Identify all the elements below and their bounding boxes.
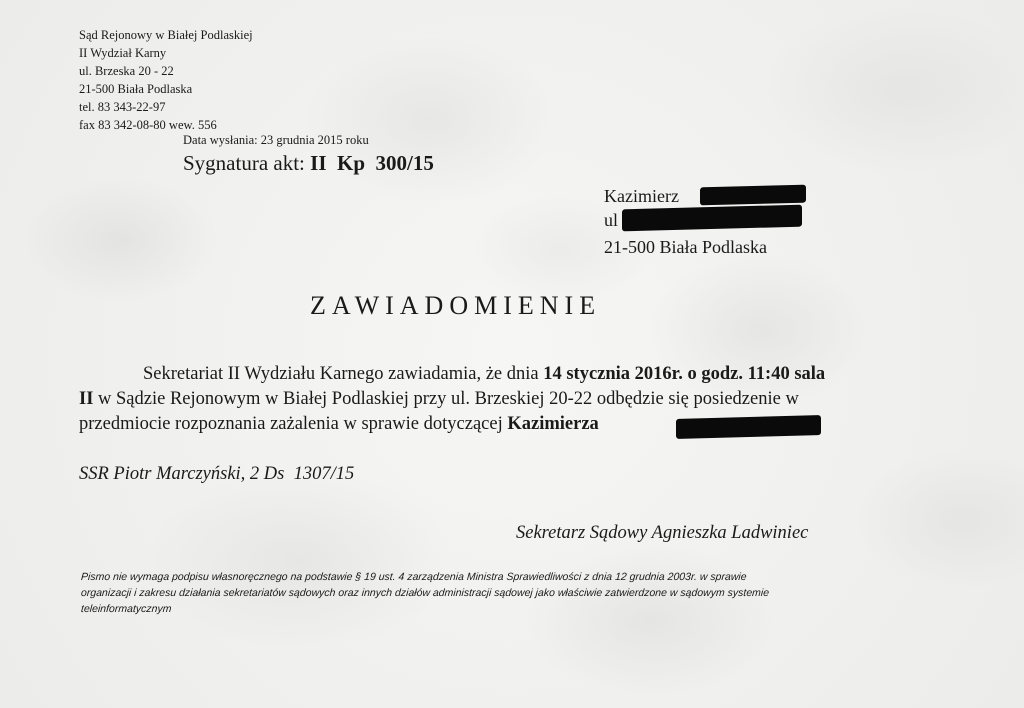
body-text: przedmiocie rozpoznania zażalenia w sprawie dotyczącej (79, 414, 508, 434)
hearing-room: II (79, 389, 94, 409)
date-sent: Data wysłania: 23 grudnia 2015 roku (183, 133, 369, 147)
case-signature (183, 151, 434, 176)
court-division: II Wydział Karny (79, 46, 167, 60)
body-line-2 (79, 389, 799, 410)
document-title: ZAWIADOMIENIE (310, 291, 602, 320)
recipient-postal-city: 21-500 Biała Podlaska (604, 237, 767, 257)
case-signature-number: II Kp 300/15 (310, 151, 434, 175)
body-text: Sekretariat II Wydziału Karnego zawiadamia, że dnia (143, 364, 544, 384)
body-text: w Sądzie Rejonowym w Białej Podlaskiej przy ul. Brzeskiej 20-22 odbędzie się posiedzenie w (93, 389, 799, 409)
court-name: Sąd Rejonowy w Białej Podlaskiej (79, 28, 253, 42)
body-line-1 (143, 364, 825, 385)
recipient-name: Kazimierz (604, 186, 679, 206)
redaction-bar (676, 415, 821, 439)
court-phone: tel. 83 343-22-97 (79, 100, 166, 114)
subject-name: Kazimierza (507, 414, 599, 434)
footnote-line-2: organizacji i zakresu działania sekretariatów sądowych oraz innych działów administracji sądowej jako właściwie zatwierdzone w sądowym systemie (80, 587, 770, 599)
redaction-bar (700, 185, 806, 206)
court-fax: fax 83 342-08-80 wew. 556 (79, 118, 217, 132)
redaction-bar (622, 205, 802, 232)
recipient-street: ul (604, 210, 619, 230)
body-line-3 (79, 414, 599, 435)
hearing-date-time: 14 stycznia 2016r. o godz. 11:40 sala (543, 364, 826, 384)
footnote-line-1: Pismo nie wymaga podpisu własnoręcznego na podstawie § 19 ust. 4 zarządzenia Ministra Sprawiedliwości z dnia 12 grudnia 2003r. w sprawie (80, 571, 747, 583)
court-street: ul. Brzeska 20 - 22 (79, 64, 174, 78)
case-reference: SSR Piotr Marczyński, 2 Ds 1307/15 (79, 464, 355, 484)
case-signature-label: Sygnatura akt: (183, 151, 305, 175)
footnote-line-3: teleinformatycznym (80, 603, 172, 615)
secretary-signature: Sekretarz Sądowy Agnieszka Ladwiniec (516, 523, 809, 543)
court-postal-city: 21-500 Biała Podlaska (79, 82, 193, 96)
